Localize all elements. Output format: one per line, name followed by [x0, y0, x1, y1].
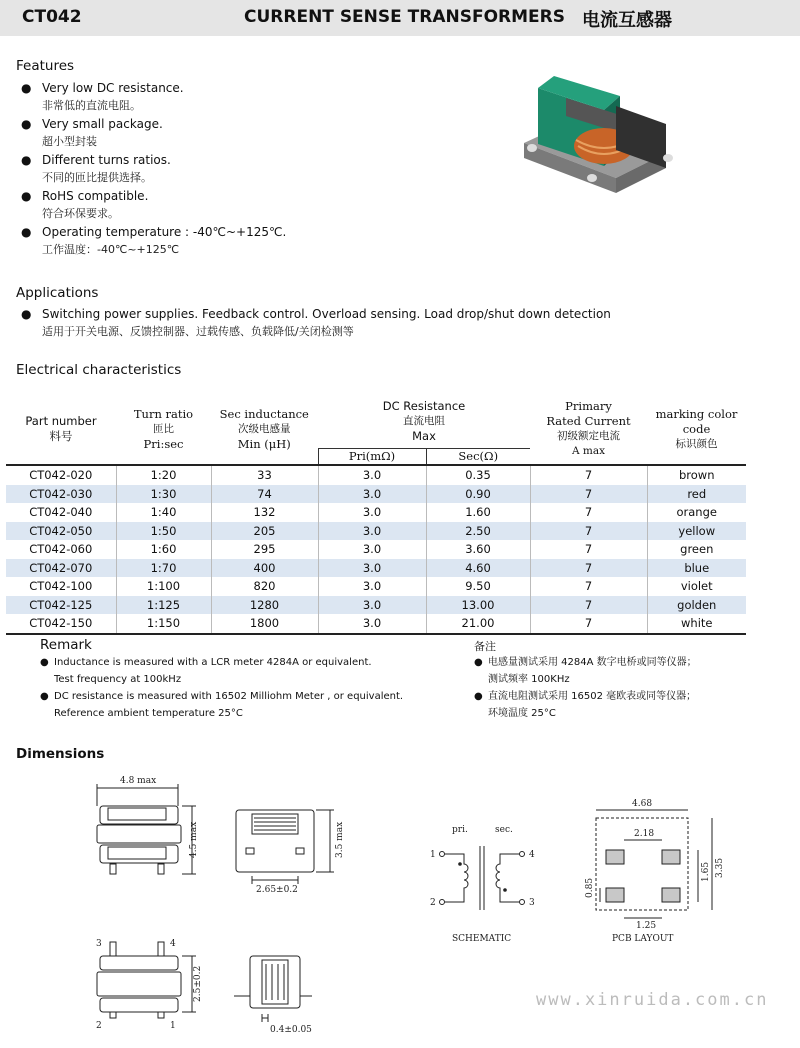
feature-en: Different turns ratios.	[42, 153, 171, 167]
remark-heading: Remark	[40, 637, 92, 653]
schematic-pin-3: 3	[529, 898, 535, 908]
col-dcr-sec: Sec(Ω)	[426, 449, 530, 466]
table-cell: 3.0	[318, 503, 426, 522]
dim-pitch-label: 2.65±0.2	[256, 885, 298, 895]
table-cell: violet	[647, 577, 746, 596]
pcb-caption: PCB LAYOUT	[612, 934, 674, 944]
table-cell: 7	[530, 559, 647, 578]
dimensions-heading: Dimensions	[16, 746, 105, 762]
pin-2-label: 2	[96, 1021, 102, 1031]
pin-1-label: 1	[170, 1021, 176, 1031]
table-cell: CT042-100	[29, 579, 93, 594]
feature-item	[21, 115, 163, 151]
feature-item	[21, 187, 149, 223]
bullet-icon: ●	[40, 691, 49, 702]
table-row	[6, 577, 746, 596]
table-row	[6, 596, 746, 615]
bullet-icon: ●	[21, 225, 32, 239]
table-cell: 3.0	[318, 559, 426, 578]
dim-lead-label: 0.4±0.05	[270, 1025, 312, 1035]
table-cell: 2.50	[426, 522, 530, 541]
table-cell: 7	[530, 596, 647, 615]
table-cell: 3.0	[318, 614, 426, 634]
dim-pitch2-label: 2.5±0.2	[193, 965, 203, 1002]
feature-en: Very small package.	[42, 117, 163, 131]
schematic-pri-label: pri.	[452, 825, 468, 835]
polarity-dot	[503, 888, 507, 892]
table-cell: 1:60	[116, 540, 211, 559]
remark-heading-cn: 备注	[474, 640, 496, 653]
table-cell: 7	[530, 577, 647, 596]
feature-cn: 工作温度：-40℃~+125℃	[42, 243, 180, 256]
pcb-inner-label: 2.18	[634, 829, 655, 839]
pcb-layout-drawing	[596, 810, 712, 918]
feature-en: RoHS compatible.	[42, 189, 149, 203]
table-cell: 3.0	[318, 522, 426, 541]
table-cell: CT042-070	[6, 559, 116, 578]
schematic-sec-label: sec.	[495, 825, 513, 835]
table-cell: 3.0	[318, 540, 426, 559]
table-cell: 7	[530, 465, 647, 485]
col-rated-current: Primary Rated Current 初级额定电流 A max	[546, 399, 631, 457]
table-cell: 400	[211, 559, 318, 578]
table-cell: 21.00	[426, 614, 530, 634]
side-view-drawing	[236, 810, 334, 884]
bullet-icon: ●	[40, 657, 49, 668]
pcb-gap-label: 1.25	[636, 921, 657, 931]
table-cell: 7	[530, 540, 647, 559]
table-cell: 7	[530, 503, 647, 522]
feature-en: Operating temperature : -40℃~+125℃.	[42, 225, 287, 239]
table-cell: 205	[211, 522, 318, 541]
electrical-heading: Electrical characteristics	[16, 362, 182, 378]
table-cell: 1:30	[116, 485, 211, 504]
table-row	[6, 522, 746, 541]
table-cell: 1:100	[116, 577, 211, 596]
table-cell: 13.00	[426, 596, 530, 615]
pin-3-label: 3	[96, 939, 102, 949]
table-cell: orange	[647, 503, 746, 522]
table-cell: green	[647, 540, 746, 559]
table-cell: golden	[647, 596, 746, 615]
table-cell: CT042-030	[6, 485, 116, 504]
application-item	[21, 305, 611, 341]
feature-cn: 不同的匝比提供选择。	[42, 171, 152, 184]
electrical-table	[6, 394, 746, 635]
col-dc-resistance: DC Resistance 直流电阻 Max	[382, 398, 466, 443]
table-row	[6, 614, 746, 634]
table-cell: CT042-060	[29, 542, 93, 557]
feature-item	[21, 223, 287, 259]
table-cell: brown	[647, 465, 746, 485]
schematic-pin-1: 1	[430, 850, 436, 860]
feature-en: Very low DC resistance.	[42, 81, 184, 95]
bullet-icon: ●	[21, 307, 32, 321]
table-cell: CT042-150	[29, 616, 93, 631]
table-cell: 1:125	[116, 596, 211, 615]
watermark: www.xinruida.com.cn	[536, 990, 769, 1010]
applications-heading: Applications	[16, 285, 99, 301]
table-cell: CT042-050	[6, 522, 116, 541]
table-cell: CT042-040	[29, 505, 93, 520]
col-part-number: Part number 料号	[25, 414, 97, 443]
table-cell: 0.90	[426, 485, 530, 504]
schematic-pin-2: 2	[430, 898, 436, 908]
table-cell: 7	[530, 522, 647, 541]
table-cell: 3.60	[426, 540, 530, 559]
table-cell: 4.60	[426, 559, 530, 578]
end-view-drawing	[234, 956, 312, 1022]
bottom-view-drawing	[97, 942, 196, 1018]
bullet-icon: ●	[474, 691, 483, 702]
schematic-drawing	[440, 846, 525, 910]
dim-height2-label: 3.5 max	[335, 821, 345, 858]
feature-item	[21, 79, 184, 115]
col-turn-ratio: Turn ratio 匝比 Pri:sec	[133, 406, 194, 451]
table-cell: 7	[530, 614, 647, 634]
table-cell: 74	[211, 485, 318, 504]
header-bar	[0, 0, 800, 36]
part-number-title: CT042	[22, 7, 82, 27]
table-cell: 132	[211, 503, 318, 522]
table-cell: 1800	[211, 614, 318, 634]
table-cell: white	[647, 614, 746, 634]
table-row	[6, 559, 746, 578]
remark-en: ● Inductance is measured with a LCR meter 4284A or equivalent. Test frequency at 100kHz ● DC resistance is measured with 16502 Milliohm Meter , or equivalent. Reference ambient temperature 25°C	[54, 654, 403, 722]
application-cn: 适用于开关电源、反馈控制器、过载传感、负载降低/关闭检测等	[42, 325, 354, 338]
pcb-width-label: 4.68	[632, 799, 653, 809]
table-cell: 33	[211, 465, 318, 485]
table-row	[6, 465, 746, 485]
table-cell: 1:40	[116, 503, 211, 522]
table-cell: 1280	[211, 596, 318, 615]
table-cell: red	[647, 485, 746, 504]
table-cell: blue	[647, 559, 746, 578]
schematic-caption: SCHEMATIC	[452, 934, 512, 944]
dim-width-label: 4.8 max	[120, 776, 157, 786]
col-sec-inductance: Sec inductance 次级电感量 Min (μH)	[219, 406, 309, 451]
table-cell: 1:150	[116, 614, 211, 634]
table-cell: yellow	[647, 522, 746, 541]
table-cell: 3.0	[318, 485, 426, 504]
col-dcr-pri: Pri(mΩ)	[318, 449, 426, 466]
table-cell: 295	[211, 540, 318, 559]
bullet-icon: ●	[21, 153, 32, 167]
table-cell: 1:20	[116, 465, 211, 485]
remark-cn: ● 电感量测试采用 4284A 数字电桥或同等仪器； 测试频率 100KHz ● 直流电阻测试采用 16502 毫欧表或同等仪器； 环境温度 25°C	[488, 654, 697, 722]
table-cell: 0.35	[426, 465, 530, 485]
feature-cn: 符合环保要求。	[42, 207, 119, 220]
product-photo	[496, 48, 682, 208]
bullet-icon: ●	[21, 81, 32, 95]
col-marking-color: marking color code 标识颜色	[655, 406, 738, 450]
table-cell: 820	[211, 577, 318, 596]
table-row	[6, 503, 746, 522]
table-cell: 1.60	[426, 503, 530, 522]
page-title-cn: 电流互感器	[582, 10, 672, 31]
features-heading: Features	[16, 58, 75, 74]
page-title: CURRENT SENSE TRANSFORMERS	[244, 7, 566, 27]
table-cell: 7	[530, 485, 647, 504]
table-cell: 3.0	[318, 596, 426, 615]
pcb-h2-label: 1.65	[701, 861, 711, 882]
table-cell: 1:50	[116, 522, 211, 541]
top-view-drawing	[97, 784, 196, 874]
schematic-pin-4: 4	[529, 850, 535, 860]
table-cell: 3.0	[318, 577, 426, 596]
table-row	[6, 485, 746, 504]
feature-item	[21, 151, 171, 187]
table-cell: CT042-125	[6, 596, 116, 615]
table-cell: 1:70	[116, 559, 211, 578]
polarity-dot	[458, 862, 462, 866]
bullet-icon: ●	[474, 657, 483, 668]
table-cell: CT042-020	[29, 468, 93, 483]
feature-cn: 非常低的直流电阻。	[42, 99, 141, 112]
table-cell: 3.0	[318, 465, 426, 485]
pcb-height-label: 3.35	[715, 857, 725, 878]
bullet-icon: ●	[21, 189, 32, 203]
dim-height-label: 4.5 max	[189, 821, 199, 858]
pin-4-label: 4	[170, 939, 176, 949]
feature-cn: 超小型封装	[42, 135, 97, 148]
table-row	[6, 540, 746, 559]
pcb-pad-label: 0.85	[585, 877, 595, 898]
application-en: Switching power supplies. Feedback control. Overload sensing. Load drop/shut down detection	[42, 307, 611, 321]
bullet-icon: ●	[21, 117, 32, 131]
table-cell: 9.50	[426, 577, 530, 596]
